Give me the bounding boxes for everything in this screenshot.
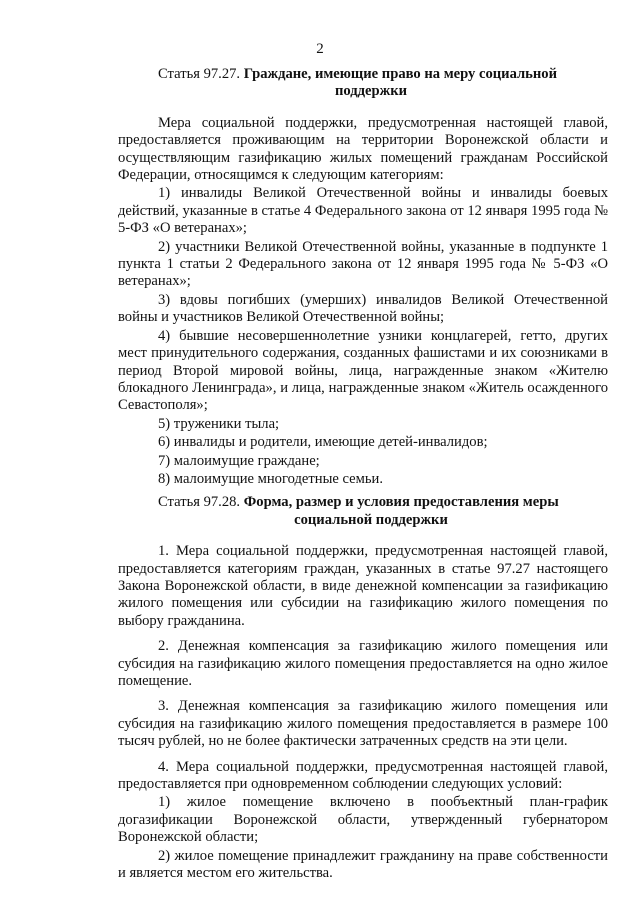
category-item-2: 2) участники Великой Отечественной войны, указанные в подпункте 1 пункта 1 статьи 2 Федерального закона от 12 января 1995 года № 5-ФЗ «О ветеранах»;: [118, 238, 608, 290]
category-item-7: 7) малоимущие граждане;: [158, 452, 320, 469]
article-97-28-title: Форма, размер и условия предоставления меры: [243, 494, 559, 511]
article-97-27-heading: [118, 66, 608, 101]
category-item-3: 3) вдовы погибших (умерших) инвалидов Великой Отечественной войны и участников Великой Отечественной войны;: [118, 291, 608, 326]
clause-1: 1. Мера социальной поддержки, предусмотренная настоящей главой, предоставляется категориям граждан, указанных в статье 97.27 настоящего Закона Воронежской области, в виде денежной компенсации за газификацию жилого помещения или субсидии на газификацию жилого помещения по выбору гражданина.: [118, 543, 608, 629]
clause-2: 2. Денежная компенсация за газификацию жилого помещения или субсидия на газификацию жилого помещения предоставляется на одно жилое помещение.: [118, 638, 608, 689]
condition-item-2: 2) жилое помещение принадлежит гражданину на праве собственности и является местом его жительства.: [118, 847, 608, 882]
category-item-8: 8) малоимущие многодетные семьи.: [158, 470, 383, 487]
category-item-1: 1) инвалиды Великой Отечественной войны и инвалиды боевых действий, указанные в статье 4 Федерального закона от 12 января 1995 года № 5-ФЗ «О ветеранах»;: [118, 185, 608, 237]
article-97-27-number: Статья 97.27.: [158, 66, 241, 82]
page-number: 2: [316, 41, 324, 57]
category-item-4: 4) бывшие несовершеннолетние узники концлагерей, гетто, других мест принудительного содержания, созданных фашистами и их союзниками в период Второй мировой войны, лица, награжденные знаком «Жителю блокадного Ленинграда», и лица, награжденные знаком «Житель осажденного Севастополя»;: [118, 327, 608, 414]
clause-4: 4. Мера социальной поддержки, предусмотренная настоящей главой, предоставляется при одновременном соблюдении следующих условий:: [118, 758, 608, 793]
article-97-28-title-cont: социальной поддержки: [294, 511, 448, 528]
category-item-6: 6) инвалиды и родители, имеющие детей-инвалидов;: [158, 434, 488, 451]
article-97-27-title-cont: поддержки: [334, 83, 408, 100]
article-97-28-number: Статья 97.28.: [158, 494, 241, 511]
article-97-27-intro: Мера социальной поддержки, предусмотренная настоящей главой, предоставляется проживающим на территории Воронежской области и осуществляющим газификацию жилых помещений гражданам Российской Федерации, относящимся к следующим категориям:: [118, 114, 608, 184]
article-97-28-heading: [118, 494, 608, 529]
condition-item-1: 1) жилое помещение включено в пообъектный план-график догазификации Воронежской области, утвержденный губернатором Воронежской области;: [118, 794, 608, 846]
category-item-5: 5) труженики тыла;: [158, 415, 280, 432]
article-97-27-title: Граждане, имеющие право на меру социальной: [243, 66, 558, 82]
document-body: [118, 66, 608, 882]
clause-3: 3. Денежная компенсация за газификацию жилого помещения или субсидия на газификацию жилого помещения предоставляется в размере 100 тысяч рублей, но не более фактически затраченных средств на эти цели.: [118, 698, 608, 750]
